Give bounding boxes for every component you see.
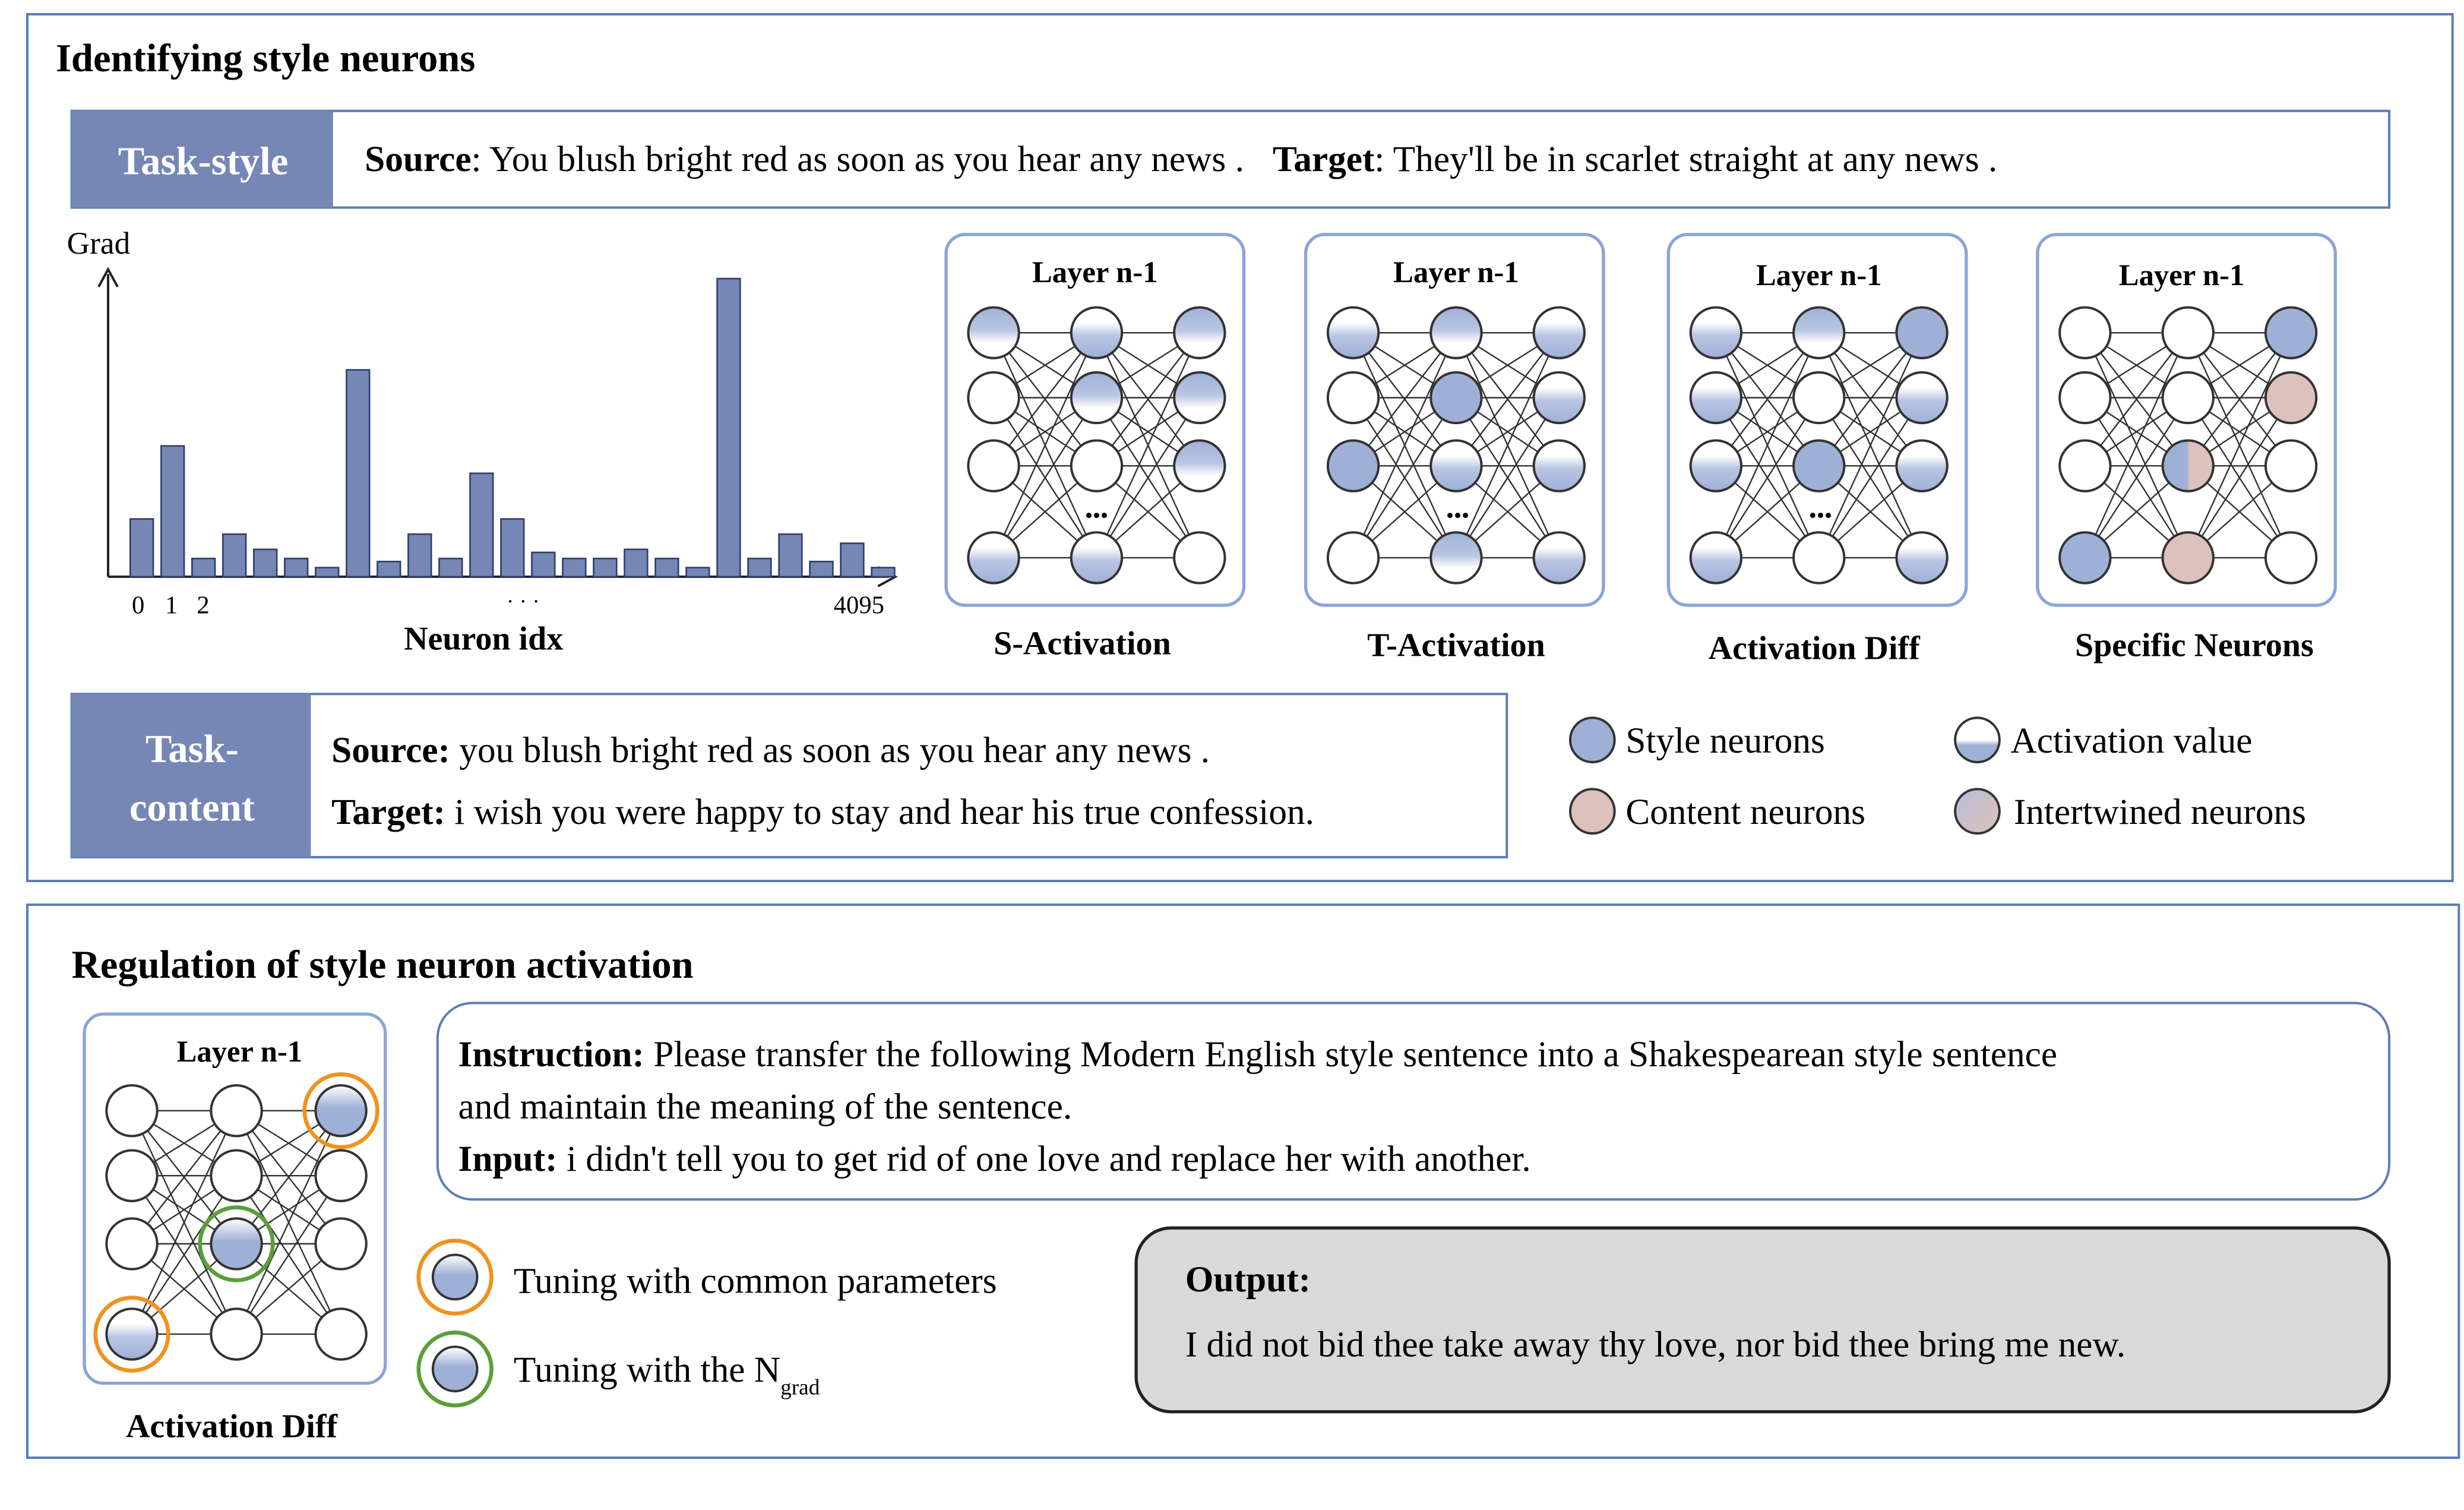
neuron-node bbox=[1534, 441, 1584, 491]
tick-label-0: 0 bbox=[132, 591, 145, 620]
tick-label-1: 1 bbox=[165, 591, 178, 620]
neuron-node bbox=[1328, 372, 1378, 423]
bottom-section bbox=[27, 905, 2459, 1458]
bar-16 bbox=[625, 549, 648, 577]
bar-11 bbox=[470, 473, 493, 577]
bar-17 bbox=[656, 558, 679, 577]
bar-19 bbox=[717, 279, 741, 577]
neuron-node bbox=[1174, 441, 1225, 491]
tick-label-last: 4095 bbox=[833, 591, 884, 620]
network-caption: Specific Neurons bbox=[2075, 627, 2314, 664]
instruction-line2: and maintain the meaning of the sentence. bbox=[458, 1086, 1073, 1127]
network-header: Layer n-1 bbox=[176, 1035, 303, 1069]
neuron-node bbox=[1794, 441, 1844, 491]
bar-6 bbox=[315, 568, 339, 577]
bar-13 bbox=[532, 552, 555, 577]
network-ellipsis: ••• bbox=[1084, 504, 1109, 529]
bar-0 bbox=[130, 519, 153, 577]
neuron-node bbox=[1534, 372, 1584, 423]
legend-activation-value: Activation value bbox=[2010, 720, 2253, 761]
neuron-node bbox=[1794, 307, 1844, 358]
neuron-node bbox=[1691, 372, 1741, 423]
top-section-title: Identifying style neurons bbox=[55, 37, 476, 81]
neuron-node bbox=[315, 1218, 366, 1269]
neuron-node bbox=[1174, 532, 1225, 583]
network-ellipsis: ••• bbox=[1808, 504, 1833, 529]
neuron-node bbox=[2060, 532, 2110, 583]
neuron-node bbox=[315, 1151, 366, 1201]
neuron-node bbox=[315, 1309, 366, 1359]
neuron-node bbox=[315, 1085, 366, 1136]
network-s-activation bbox=[946, 235, 1244, 662]
neuron-node bbox=[106, 1309, 157, 1359]
legend-style-neurons: Style neurons bbox=[1625, 720, 1825, 761]
bar-12 bbox=[501, 519, 524, 577]
neuron-node bbox=[1794, 372, 1844, 423]
bar-1 bbox=[161, 446, 184, 577]
neuron-node bbox=[106, 1085, 157, 1136]
network-header: Layer n-1 bbox=[1393, 255, 1519, 289]
neuron-node bbox=[1328, 307, 1378, 358]
chart-ylabel: Grad bbox=[67, 225, 131, 261]
intertwined-neuron-swatch bbox=[1955, 789, 2000, 833]
bottom-section-title: Regulation of style neuron activation bbox=[71, 943, 694, 987]
neuron-node bbox=[211, 1218, 261, 1269]
task-content-source: Source: you blush bright red as soon as you hear any news . bbox=[331, 730, 1210, 771]
neuron-node bbox=[1174, 307, 1225, 358]
network-t-activation bbox=[1306, 235, 1603, 664]
output-box bbox=[1136, 1228, 2389, 1411]
neuron-node bbox=[2060, 307, 2110, 358]
network-caption: T-Activation bbox=[1367, 627, 1545, 664]
neuron-node bbox=[2266, 307, 2316, 358]
bar-22 bbox=[810, 561, 833, 577]
neuron-node bbox=[2266, 532, 2316, 583]
bar-9 bbox=[408, 534, 431, 577]
bar-5 bbox=[284, 558, 308, 577]
neuron-node bbox=[1896, 372, 1947, 423]
bar-3 bbox=[223, 534, 246, 577]
chart-xlabel: Neuron idx bbox=[404, 620, 564, 658]
neuron-node bbox=[211, 1085, 261, 1136]
bar-14 bbox=[563, 558, 586, 577]
network-caption: Activation Diff bbox=[1708, 630, 1920, 667]
neuron-node bbox=[1071, 441, 1122, 491]
neuron-node bbox=[2060, 372, 2110, 423]
neuron-node bbox=[2163, 532, 2213, 583]
network-caption: Activation Diff bbox=[125, 1408, 338, 1445]
network-header: Layer n-1 bbox=[1032, 255, 1158, 289]
neuron-node bbox=[1174, 372, 1225, 423]
neuron-node bbox=[2266, 372, 2316, 423]
legend-content-neurons: Content neurons bbox=[1625, 792, 1866, 833]
tick-label-ellipsis: · · · bbox=[506, 589, 540, 614]
bar-2 bbox=[192, 558, 215, 577]
neuron-node bbox=[1431, 532, 1481, 583]
neuron-node bbox=[968, 307, 1019, 358]
task-content-box bbox=[72, 694, 1507, 857]
neuron-node bbox=[1691, 441, 1741, 491]
neuron-node bbox=[2060, 441, 2110, 491]
neuron-node bbox=[2163, 372, 2213, 423]
network-caption: S-Activation bbox=[994, 625, 1171, 662]
network-header: Layer n-1 bbox=[1756, 258, 1882, 292]
bar-24 bbox=[872, 568, 895, 577]
legend-intertwined-neurons: Intertwined neurons bbox=[2013, 792, 2307, 833]
task-content-label-line1: Task- bbox=[145, 728, 239, 772]
instruction-line1: Instruction: Please transfer the following Modern English style sentence into a Shakespearean style sentence bbox=[458, 1034, 2058, 1075]
neuron-node bbox=[1794, 532, 1844, 583]
task-content-target: Target: i wish you were happy to stay and hear his true confession. bbox=[331, 792, 1315, 833]
bar-23 bbox=[841, 544, 864, 577]
neuron-node bbox=[968, 441, 1019, 491]
output-label: Output: bbox=[1185, 1259, 1311, 1300]
neuron-node bbox=[1691, 532, 1741, 583]
neuron-node bbox=[1896, 441, 1947, 491]
green-ring-neuron bbox=[433, 1347, 477, 1391]
neuron-node bbox=[1896, 532, 1947, 583]
legend-ngrad: Tuning with the $N_{grad}$ bbox=[513, 1349, 820, 1400]
style-neuron-swatch bbox=[1570, 718, 1615, 762]
bar-10 bbox=[439, 558, 462, 577]
neuron-node bbox=[1328, 441, 1378, 491]
bar-15 bbox=[594, 558, 617, 577]
neuron-node bbox=[106, 1151, 157, 1201]
neuron-node bbox=[2266, 441, 2316, 491]
neuron-node bbox=[1431, 307, 1481, 358]
bar-7 bbox=[346, 370, 369, 577]
neuron-node bbox=[1071, 372, 1122, 423]
neuron-node bbox=[1534, 532, 1584, 583]
instruction-box bbox=[438, 1003, 2389, 1199]
neuron-node bbox=[1071, 307, 1122, 358]
neuron-node bbox=[2163, 441, 2213, 491]
neuron-node bbox=[1534, 307, 1584, 358]
top-section bbox=[27, 14, 2453, 881]
network-ellipsis: ••• bbox=[1445, 504, 1470, 529]
neuron-node bbox=[1896, 307, 1947, 358]
task-style-label: Task-style bbox=[118, 140, 289, 184]
network-regulation bbox=[84, 1014, 385, 1445]
neuron-node bbox=[1691, 307, 1741, 358]
tick-label-2: 2 bbox=[197, 591, 210, 620]
bar-21 bbox=[779, 534, 802, 577]
neuron-node bbox=[2163, 307, 2213, 358]
neuron-node bbox=[1431, 441, 1481, 491]
task-content-label-line2: content bbox=[129, 786, 255, 830]
neuron-node bbox=[1328, 532, 1378, 583]
bar-8 bbox=[377, 561, 400, 577]
orange-ring-neuron bbox=[433, 1255, 477, 1300]
neuron-node bbox=[968, 372, 1019, 423]
output-text: I did not bid thee take away thy love, nor bid thee bring me new. bbox=[1185, 1324, 2126, 1365]
neuron-node bbox=[1071, 532, 1122, 583]
task-style-sentence: Source: You blush bright red as soon as you hear any news . Target: They'll be in scarlet straight at any news . bbox=[365, 139, 1998, 180]
task-style-box bbox=[72, 111, 2389, 208]
activation-value-swatch bbox=[1955, 718, 2000, 762]
instruction-input: Input: i didn't tell you to get rid of one love and replace her with another. bbox=[458, 1139, 1531, 1180]
network-header: Layer n-1 bbox=[2118, 258, 2245, 292]
network-activation-diff bbox=[1668, 235, 1966, 667]
neuron-node bbox=[968, 532, 1019, 583]
neuron-node bbox=[106, 1218, 157, 1269]
content-neuron-swatch bbox=[1570, 789, 1615, 833]
neuron-node bbox=[211, 1309, 261, 1359]
network-specific-neurons bbox=[2038, 235, 2335, 664]
neuron-node bbox=[1431, 372, 1481, 423]
bar-20 bbox=[748, 558, 771, 577]
bar-4 bbox=[254, 549, 277, 577]
legend-common-parameters: Tuning with common parameters bbox=[513, 1261, 997, 1301]
bar-18 bbox=[687, 568, 710, 577]
neuron-node bbox=[211, 1151, 261, 1201]
